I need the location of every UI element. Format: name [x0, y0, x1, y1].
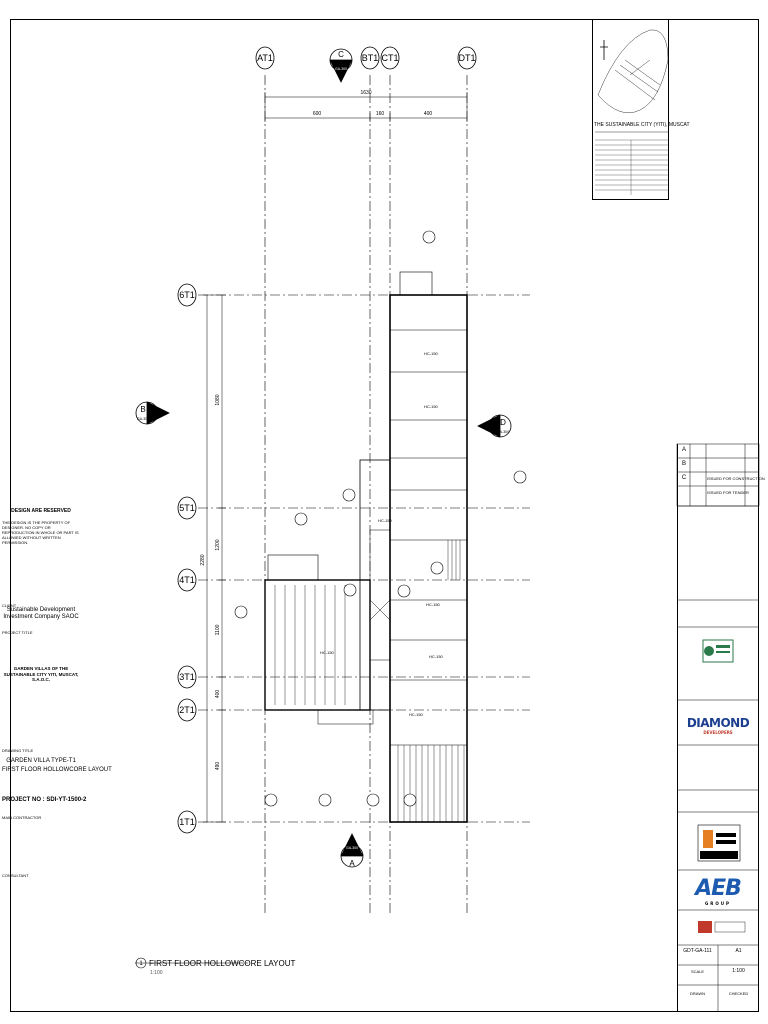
contractor-label: MAIN CONTRACTOR: [2, 815, 42, 820]
drawn-label: DRAWN: [690, 991, 705, 996]
rev-a: A: [681, 447, 686, 453]
grid-bubble-ct1: [381, 47, 399, 69]
drawing-caption-number: 1: [139, 961, 143, 967]
drawing-caption-scale: 1:100: [150, 970, 163, 976]
grid-bubble-6t1: [178, 284, 196, 306]
svg-text:GA-300: GA-300: [136, 417, 150, 421]
drawing-title-label: DRAWING TITLE: [2, 748, 34, 753]
revision: A1: [735, 948, 742, 954]
svg-text:6T1: 6T1: [179, 290, 195, 300]
key-plan: [592, 19, 690, 200]
grid-bubble-bt1: [361, 47, 379, 69]
consultant-logo: AEB GROUP: [695, 876, 741, 906]
svg-text:HC-150: HC-150: [424, 351, 438, 356]
svg-text:400: 400: [215, 689, 221, 699]
svg-text:B: B: [140, 405, 146, 414]
svg-text:A: A: [349, 859, 355, 868]
svg-text:HC-150: HC-150: [424, 404, 438, 409]
dim-overall-top: 1630: [360, 90, 372, 96]
grid-bubble-at1: [256, 47, 274, 69]
svg-text:HC-150: HC-150: [378, 518, 392, 523]
client-name: Sustainable Development Investment Company SAOC: [3, 607, 79, 620]
design-notes: THE DESIGN IS THE PROPERTY OF DESIGNER. NO COPY OR REPRODUCTION IN WHOLE OR PART IS ALLOWED WITHOUT WRITTEN PERMISSION.: [2, 520, 79, 545]
hollowcore-main-block: [390, 295, 467, 822]
consultant-label: CONSULTANT: [2, 873, 29, 878]
svg-text:HC-150: HC-150: [409, 712, 423, 717]
developer-logo: DIAMOND DEVELOPERS: [686, 716, 750, 735]
svg-text:2T1: 2T1: [179, 705, 195, 715]
scale-value: 1:100: [732, 968, 745, 974]
svg-text:HC-150: HC-150: [320, 650, 334, 655]
design-notes-title: DESIGN ARE RESERVED: [11, 508, 71, 514]
svg-text:1200: 1200: [215, 539, 221, 551]
dwg-number: GDT-GA-111: [683, 948, 712, 954]
project-label: PROJECT TITLE: [2, 630, 33, 635]
svg-text:HC-150: HC-150: [426, 602, 440, 607]
svg-text:3T1: 3T1: [179, 672, 195, 682]
section-marker-a: [341, 834, 363, 868]
section-marker-c: [330, 49, 352, 82]
dim-overall-left: 2280: [200, 554, 206, 566]
balcony-top: [400, 272, 432, 295]
rev-c: C: [681, 475, 687, 481]
svg-text:4T1: 4T1: [179, 575, 195, 585]
drawing-caption-title: FIRST FLOOR HOLLOWCORE LAYOUT: [149, 959, 296, 968]
svg-text:1100: 1100: [215, 624, 221, 636]
section-marker-b: [136, 402, 169, 424]
svg-text:5T1: 5T1: [179, 503, 195, 513]
svg-text:D: D: [500, 418, 506, 427]
hollowcore-left-wing: [265, 580, 370, 710]
svg-text:BT1: BT1: [361, 53, 379, 63]
dim-seg-1: 600: [312, 111, 322, 117]
section-marker-d: [478, 415, 511, 437]
rev-row-2: ISSUED FOR TENDER: [707, 490, 749, 495]
drawing-title-1: GARDEN VILLA TYPE-T1: [6, 758, 76, 764]
project-number: PROJECT NO : SDI-YT-1500-2: [2, 797, 87, 803]
svg-text:HC-150: HC-150: [429, 654, 443, 659]
svg-text:C: C: [338, 50, 344, 59]
rev-b: B: [681, 461, 686, 467]
dim-seg-2: 160: [375, 111, 385, 117]
rev-row-1: ISSUED FOR CONSTRUCTION: [707, 476, 765, 481]
svg-text:CT1: CT1: [381, 53, 399, 63]
svg-text:AT1: AT1: [257, 53, 273, 63]
core-connector: [360, 460, 390, 710]
scale-label: SCALE: [690, 969, 705, 974]
grid-bubble-2t1: [178, 699, 196, 721]
svg-text:DT1: DT1: [458, 53, 476, 63]
grid-bubble-3t1: [178, 666, 196, 688]
svg-text:490: 490: [215, 761, 221, 771]
grid-bubble-5t1: [178, 497, 196, 519]
grid-bubble-dt1: [458, 47, 476, 69]
svg-text:GA-300: GA-300: [345, 846, 359, 850]
grid-bubble-1t1: [178, 811, 196, 833]
client-label: CLIENT: [2, 603, 17, 608]
svg-text:GA-300: GA-300: [334, 67, 348, 71]
key-plan-title: THE SUSTAINABLE CITY (YITI), MUSCAT: [594, 122, 690, 128]
grid-bubble-4t1: [178, 569, 196, 591]
checked-label: CHECKED: [728, 991, 749, 996]
dim-seg-3: 400: [423, 111, 433, 117]
balcony-left: [268, 555, 318, 580]
drawing-title-2: FIRST FLOOR HOLLOWCORE LAYOUT: [2, 767, 112, 773]
project-name: GARDEN VILLAS OF THE SUSTAINABLE CITY YITI, MUSCAT, S.A.O.C.: [3, 666, 79, 682]
svg-text:GA-300: GA-300: [496, 430, 510, 434]
svg-text:1080: 1080: [215, 394, 221, 406]
svg-text:1T1: 1T1: [179, 817, 195, 827]
